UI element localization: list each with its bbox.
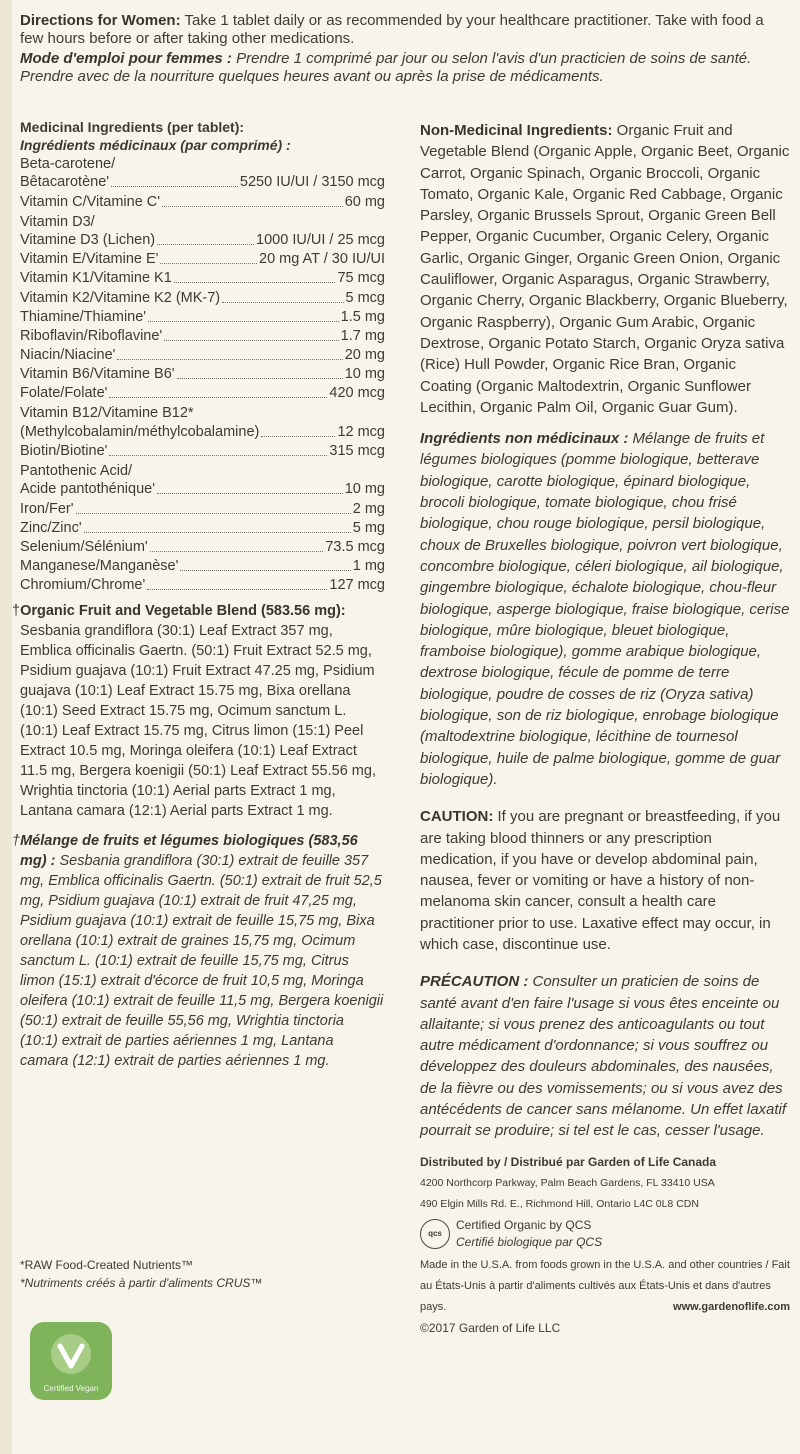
ingredient-name: Vitamin K2/Vitamine K2 (MK-7) (20, 289, 221, 306)
directions-fr (20, 50, 790, 86)
footnote-en: *RAW Food-Created Nutrients™ (20, 1258, 193, 1272)
website-link[interactable]: www.gardenoflife.com (673, 1300, 790, 1313)
medicinal-heading-fr: Ingrédients médicinaux (par comprimé) : (20, 137, 291, 153)
ingredient-amount: 10 mg (344, 481, 385, 498)
ingredient-name: Thiamine/Thiamine' (20, 308, 147, 325)
ingredient-amount: 5250 IU/UI / 3150 mcg (239, 174, 385, 191)
blend-en-paragraph: †Organic Fruit and Vegetable Blend (583.56 mg): Sesbania grandiflora (30:1) Leaf Extract 357 mg, Emblica officinalis Gaertn. (50:1) Fruit Extract 52.5 mg, Psidium guajava (10:1) Fruit Extract 47.25 mg, Psidium guajava (10:1) Leaf Extract 15.75 mg, Bixa orellana (10:1) Seed Extract 15.75 mg, Ocimum sanctum L. (10:1) Leaf Extract 15.75 mg, Citrus limon (15:1) Peel Extract 10.5 mg, Moringa oleifera (10:1) Leaf Extract 11.5 mg, Bergera koenigii (50:1) Leaf Extract 55.56 mg, Wrightia tinctoria (10:1) Aerial parts Extract 1 mg, Lantana camara (12:1) Aerial parts Extract 1 mg. (12, 603, 376, 820)
ingredient-row (20, 173, 385, 192)
ingredient-row (20, 231, 385, 250)
directions-en-label: Directions for Women: (20, 12, 181, 29)
directions-fr-text: Prendre 1 comprimé par jour ou selon l'avis d'un practicien de soins de santé. Prendre avec de la nourriture quelques heures avant ou après la prise de médicaments. (20, 50, 752, 85)
directions-en (20, 12, 790, 48)
leader-dots (157, 244, 254, 245)
ingredient-row (20, 365, 385, 384)
ingredient-name: Iron/Fer' (20, 500, 74, 517)
ingredient-row (20, 499, 385, 518)
leader-dots (109, 455, 327, 456)
directions-fr-label: Mode d'emploi pour femmes : (20, 50, 232, 67)
ingredient-row (20, 480, 385, 499)
ingredient-amount: 1000 IU/UI / 25 mcg (256, 231, 385, 248)
ingredient-amount: 315 mcg (329, 443, 385, 459)
checkmark-v-icon (55, 1338, 87, 1370)
ingredient-row (20, 327, 385, 346)
leader-dots (261, 436, 335, 437)
caution-en (420, 806, 790, 955)
ingredient-name-line: Beta-carotene/ (20, 156, 116, 172)
directions-en-text: Take 1 tablet daily or as recommended by your healthcare practitioner. Take with food a few hours before or after taking other medications. (20, 12, 764, 47)
blend-fr-text: Sesbania grandiflora (30:1) extrait de feuille 357 mg, Emblica officinalis Gaertn. (50:1) extrait de fruit 52,5 mg, Psidium guajava (10:1) extrait de fruit 47,25 mg, Psidium guajava (10:1) extrait de feuille 15,75 mg, Bixa orellana (10:1) extrait de graines 15,75 mg, Ocimum sanctum L. (10:1) extrait de feuille 15,75 mg, Citrus limon (15:1) extrait d'écorce de fruit 10,5 mg, Moringa oleifera (10:1) extrait de feuille 11,5 mg, Bergera koenigii (50:1) extrait de feuille 55,56 mg, Wrightia tinctoria (10:1) extrait de parties aériennes 1 mg, Lantana camara (12:1) extrait de parties aériennes 1 mg. (20, 853, 384, 1070)
blend-en-label: Organic Fruit and Vegetable Blend (583.56 mg): (20, 603, 346, 620)
blend-fr (12, 831, 385, 1071)
leader-dots (109, 397, 327, 398)
ingredient-name: Vitamin E/Vitamine E' (20, 251, 159, 268)
footnote-fr: *Nutriments créés à partir d'aliments CRUS™ (20, 1276, 263, 1290)
vegan-badge (30, 1322, 112, 1400)
ingredient-amount: 73.5 mcg (325, 538, 385, 555)
ingredient-amount: 60 mg (344, 193, 385, 210)
leader-dots (180, 570, 350, 571)
ingredient-row (20, 250, 385, 269)
ingredient-name: Manganese/Manganèse' (20, 558, 179, 575)
non-medicinal-en (420, 120, 790, 418)
ingredient-amount: 127 mcg (329, 577, 385, 594)
made-in-statement (420, 1255, 790, 1318)
distributor-address-ca: 490 Elgin Mills Rd. E., Richmond Hill, Ontario L4C 0L8 CDN (420, 1197, 699, 1210)
leader-dots (150, 551, 324, 552)
ingredient-row (20, 346, 385, 365)
ingredient-row (20, 519, 385, 538)
ingredient-name: Vitamin K1/Vitamine K1 (20, 270, 172, 287)
leader-dots (76, 513, 351, 514)
ingredient-row (20, 308, 385, 327)
leader-dots (111, 186, 238, 187)
ingredient-name: Zinc/Zinc' (20, 519, 82, 536)
ingredient-name: Chromium/Chrome' (20, 577, 146, 594)
ingredient-name: Niacin/Niacine' (20, 347, 116, 364)
ingredient-name-line: Pantothenic Acid/ (20, 463, 133, 479)
blend-en-text: Sesbania grandiflora (30:1) Leaf Extract 357 mg, Emblica officinalis Gaertn. (50:1) Fruit Extract 52.5 mg, Psidium guajava (10:1) Fruit Extract 47.25 mg, Psidium guajava (10:1) Leaf Extract 15.75 mg, Bixa orellana (10:1) Seed Extract 15.75 mg, Ocimum sanctum L. (10:1) Leaf Extract 15.75 mg, Citrus limon (15:1) Peel Extract 10.5 mg, Moringa oleifera (10:1) Leaf Extract 11.5 mg, Bergera koenigii (50:1) Leaf Extract 55.56 mg, Wrightia tinctoria (10:1) Aerial parts Extract 1 mg, Lantana camara (12:1) Aerial parts Extract 1 mg. (20, 623, 376, 820)
leader-dots (164, 340, 338, 341)
distributor-heading: Distributed by / Distribué par Garden of Life Canada (420, 1154, 717, 1169)
leader-dots (177, 378, 343, 379)
leader-dots (222, 302, 343, 303)
non-medicinal-text: Organic Fruit and Vegetable Blend (Organic Apple, Organic Beet, Organic Carrot, Organic Spinach, Organic Broccoli, Organic Tomato, Organic Kale, Organic Red Cabbage, Organic Parsley, Organic Brussels Sprout, Organic Green Bell Pepper, Organic Cucumber, Organic Celery, Organic Garlic, Organic Ginger, Organic Green Onion, Organic Cauliflower, Organic Asparagus, Organic Strawberry, Organic Cherry, Organic Blackberry, Organic Blueberry, Organic Raspberry), Organic Gum Arabic, Organic Dextrose, Organic Potato Starch, Organic Oryza sativa (Rice) Hull Powder, Organic Rice Bran, Organic Coating (Organic Maltodextrin, Organic Sunflower Lecithin, Organic Palm Oil, Organic Guar Gum). (420, 122, 790, 416)
ingredient-name-line: Vitamin D3/ (20, 213, 95, 230)
directions-section (20, 12, 790, 86)
leader-dots (162, 206, 343, 207)
leader-dots (148, 321, 339, 322)
ingredient-name: Selenium/Sélénium' (20, 538, 148, 555)
caution-text: If you are pregnant or breastfeeding, if you are taking blood thinners or any prescription medication, if you have or develop abdominal pain, nausea, fever or vomiting or have a history of non-melanoma skin cancer, consult a health care practitioner prior to use. Laxative effect may occur, in which case, discontinue use. (420, 808, 781, 953)
ingredient-row (20, 192, 385, 211)
distributor-block (420, 1152, 790, 1215)
leader-dots (157, 493, 343, 494)
qcs-logo-icon: qcs (420, 1219, 450, 1249)
ingredient-name: Folate/Folate' (20, 385, 108, 402)
ingredient-amount: 75 mcg (337, 270, 385, 287)
non-medicinal-fr-text: Mélange de fruits et légumes biologiques (pomme biologique, betterave biologique, carotte biologique, épinard biologique, brocoli biologique, tomate biologique, chou frisé biologique, chou rouge biologique, persil biologique, choux de Bruxelles biologique, poivron vert biologique, concombre biologique, céleri biologique, ail biologique, gingembre biologique, échalote biologique, chou-fleur biologique, asperge biologique, fraise biologique, cerise biologique, mûre biologique, bleuet biologique, framboise biologique), gomme arabique biologique, dextrose biologique, fécule de pomme de terre biologique, poudre de cosses de riz (Oryza sativa) biologique, son de riz biologique, enrobage biologique (maltodextrine biologique, lécithine de tournesol biologique, huile de palme biologique, gomme de guar biologique). (420, 430, 790, 788)
ingredient-amount: 20 mg (344, 347, 385, 364)
certification-en: Certified Organic by QCS (456, 1217, 592, 1232)
precaution-text: Consulter un praticien de soins de santé avant d'en faire l'usage si vous êtes enceinte ou allaitante; si vous prenez des anticoagulants ou tout autre médicament d'ordonnance; si vous souffrez ou développez des douleurs abdominales, des nausées, de la fièvre ou des vomissements; ou si vous avez des antécédents de cancer sans mélanome. Un effet laxatif pourrait se produire; si tel est le cas, cesser l'usage. (420, 973, 787, 1140)
badge-text: Certified Vegan (43, 1384, 99, 1393)
non-medicinal-label: Non-Medicinal Ingredients: (420, 122, 613, 139)
ingredient-name: Biotin/Biotine' (20, 443, 108, 459)
leader-dots (160, 263, 257, 264)
ingredient-amount: 10 mg (344, 366, 385, 383)
ingredient-name: Vitamin C/Vitamine C' (20, 193, 161, 210)
copyright: ©2017 Garden of Life LLC (420, 1320, 561, 1335)
ingredient-row (20, 442, 385, 461)
leader-dots (117, 359, 342, 360)
blend-fr-label: Mélange de fruits et légumes biologiques (583,56 mg) : (20, 833, 358, 870)
non-medicinal-fr-label: Ingrédients non médicinaux : (420, 430, 629, 448)
ingredient-amount: 1.5 mg (340, 308, 385, 325)
blend-fr-paragraph: †Mélange de fruits et légumes biologiques (583,56 mg) : Sesbania grandiflora (30:1) extrait de feuille 357 mg, Emblica officinalis Gaertn. (50:1) extrait de fruit 52,5 mg, Psidium guajava (10:1) extrait de fruit 47,25 mg, Psidium guajava (10:1) extrait de feuille 15,75 mg, Bixa orellana (10:1) extrait de graines 15,75 mg, Ocimum sanctum L. (10:1) extrait de feuille 15,75 mg, Citrus limon (15:1) extrait d'écorce de fruit 10,5 mg, Moringa oleifera (10:1) extrait de feuille 11,5 mg, Bergera koenigii (50:1) extrait de feuille 55,56 mg, Wrightia tinctoria (10:1) extrait de parties aériennes 1 mg, Lantana camara (12:1) extrait de parties aériennes 1 mg. (12, 833, 384, 1070)
precaution-label: PRÉCAUTION : (420, 973, 529, 991)
ingredient-name: Bêtacarotène' (20, 174, 110, 191)
ingredient-amount: 20 mg AT / 30 IU/UI (259, 251, 385, 268)
blend-en (12, 601, 385, 821)
ingredient-amount: 2 mg (352, 500, 385, 517)
ingredient-row (20, 384, 385, 403)
leader-dots (84, 532, 351, 533)
ingredient-row (20, 288, 385, 307)
caution-fr (420, 971, 790, 1141)
ingredient-row (20, 423, 385, 442)
ingredient-name: Acide pantothénique' (20, 481, 155, 498)
right-column (420, 120, 790, 1338)
ingredient-amount: 1 mg (352, 558, 385, 575)
ingredient-row (20, 269, 385, 288)
ingredient-row (20, 557, 385, 576)
ingredient-name-line: Vitamin B12/Vitamine B12* (20, 405, 194, 422)
medicinal-ingredients-table (20, 154, 385, 595)
leader-dots (147, 589, 327, 590)
footnotes (20, 1256, 262, 1292)
certification-fr: Certifié biologique par QCS (456, 1234, 603, 1249)
ingredient-name: Riboflavin/Riboflavine' (20, 327, 163, 344)
non-medicinal-fr (420, 428, 790, 790)
leader-dots (174, 282, 336, 283)
ingredient-row (20, 538, 385, 557)
ingredient-amount: 1.7 mg (340, 327, 385, 344)
ingredient-name: Vitamin B6/Vitamine B6' (20, 366, 175, 383)
ingredient-amount: 12 mcg (337, 423, 385, 440)
ingredient-amount: 420 mcg (329, 385, 385, 402)
distributor-address-us: 4200 Northcorp Parkway, Palm Beach Gardens, FL 33410 USA (420, 1176, 715, 1189)
organic-certification (420, 1217, 790, 1251)
ingredient-amount: 5 mg (352, 519, 385, 536)
made-in-text: Made in the U.S.A. from foods grown in the U.S.A. and other countries / Fait au États-Unis à partir d'aliments cultivés aux États-Unis et dans d'autres pays. (420, 1258, 790, 1313)
left-column (12, 118, 385, 1071)
ingredient-row (20, 576, 385, 595)
ingredient-name: Vitamine D3 (Lichen) (20, 231, 156, 248)
ingredient-name: (Methylcobalamin/méthylcobalamine) (20, 423, 260, 440)
caution-label: CAUTION: (420, 808, 494, 826)
label-edge (0, 0, 12, 1454)
medicinal-heading-en: Medicinal Ingredients (per tablet): (20, 119, 245, 135)
ingredient-amount: 5 mcg (345, 289, 385, 306)
